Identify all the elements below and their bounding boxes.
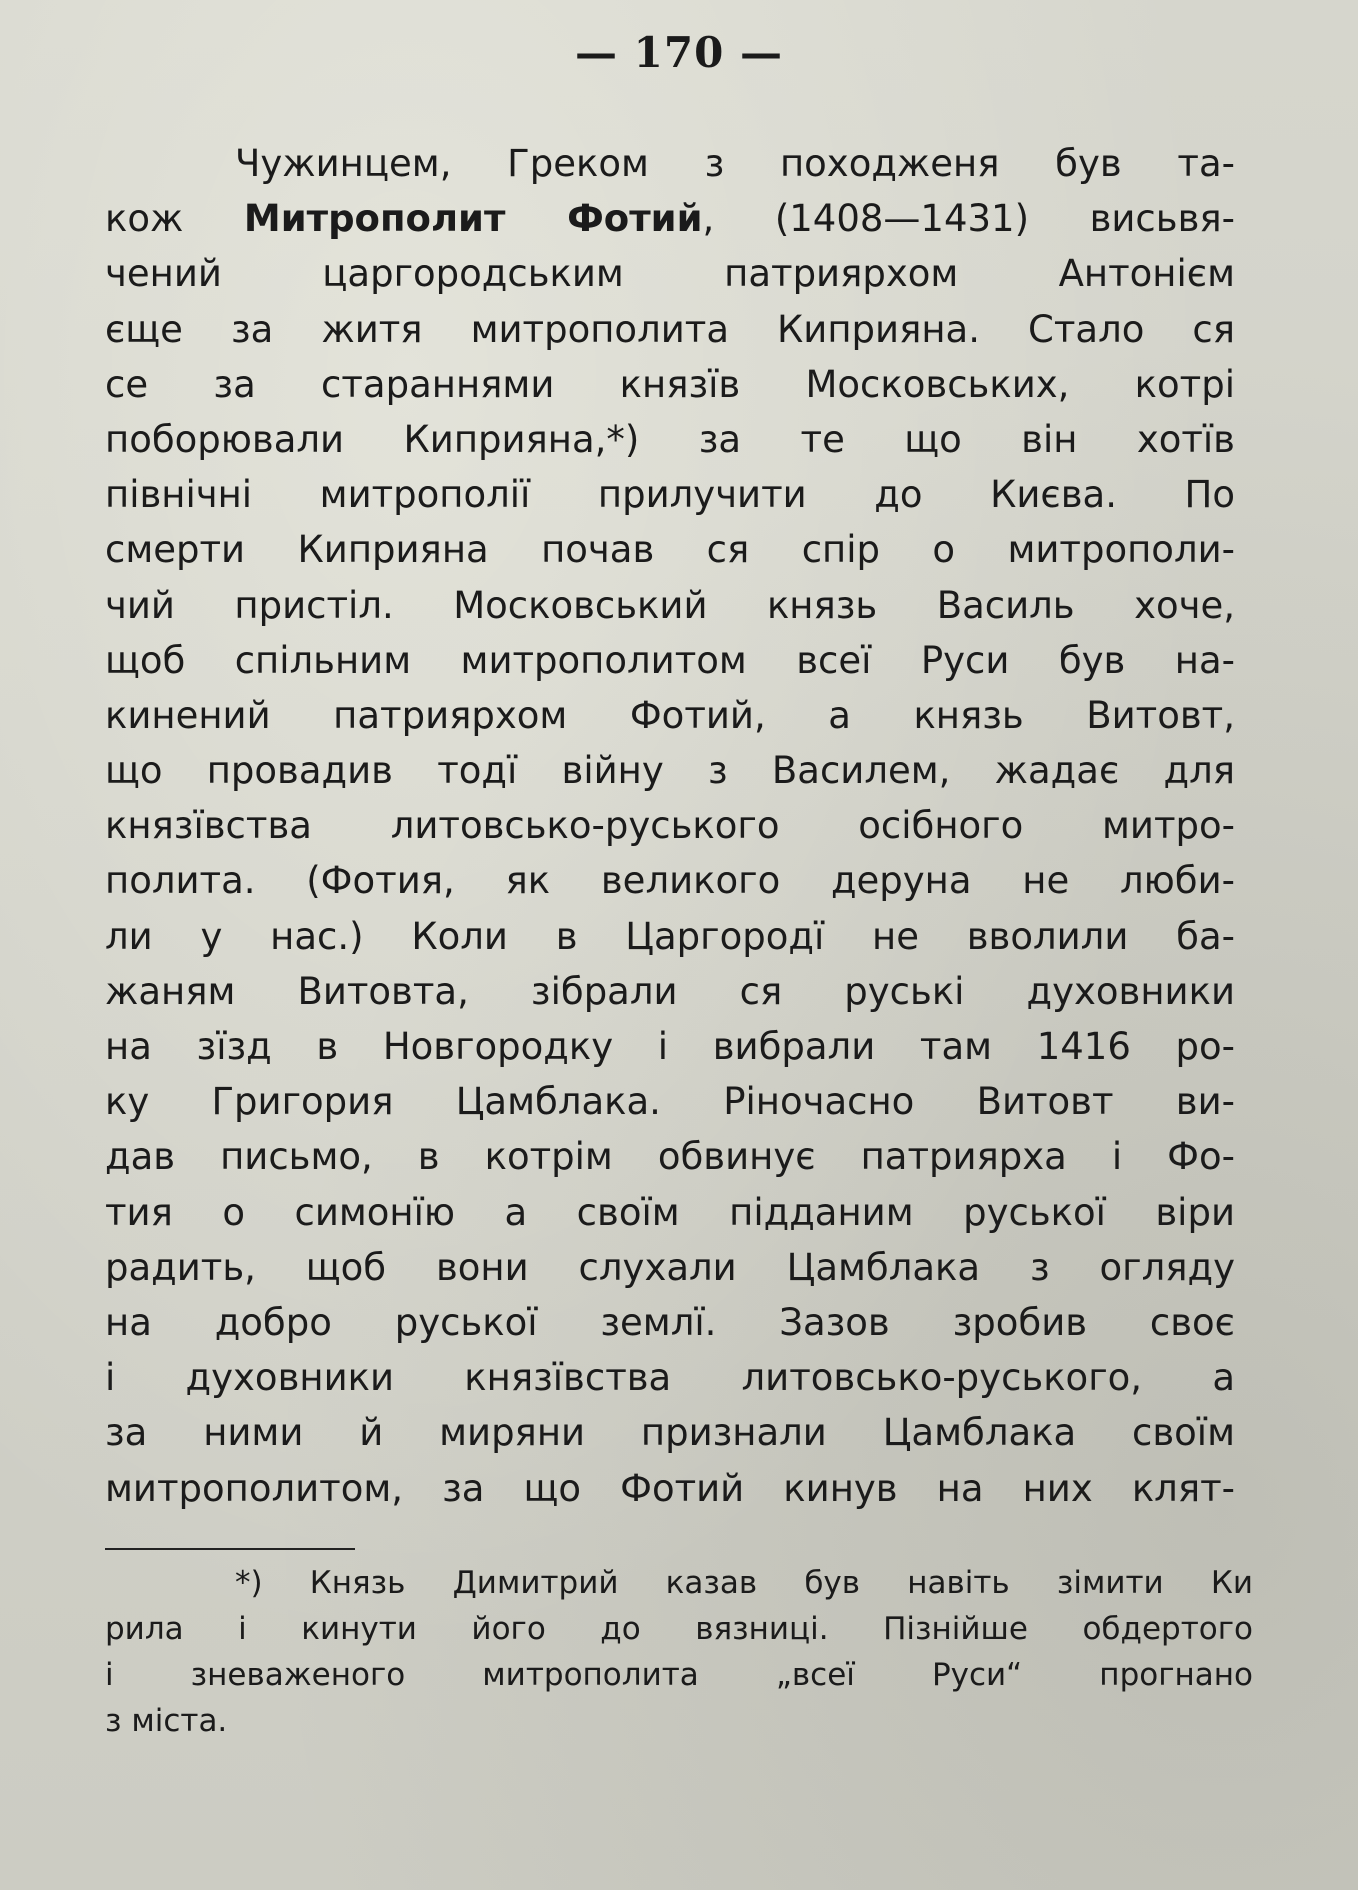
text-line: чений царгородським патриярхом Антонієм xyxy=(105,252,1235,296)
text-line: жаням Витовта, зібрали ся руські духовники xyxy=(105,969,1235,1013)
text-line: чий пристіл. Московський князь Василь хоче, xyxy=(105,583,1235,627)
text-line: радить, щоб вони слухали Цамблака з огляду xyxy=(105,1245,1235,1289)
footnote-line: рила і кинути його до вязниці. Пізнійше обдертого xyxy=(105,1611,1253,1647)
footnote-separator xyxy=(105,1548,355,1550)
main-paragraph xyxy=(105,136,1235,1516)
text-line: дав письмо, в котрім обвинує патриярха і Фо- xyxy=(105,1135,1235,1179)
footnote-line: з міста. xyxy=(105,1703,228,1739)
text-line: полита. (Фотия, як великого деруна не люби- xyxy=(105,859,1235,903)
text-line: єще за житя митрополита Киприяна. Стало ся xyxy=(105,307,1235,351)
text-line: північні митрополії прилучити до Києва. По xyxy=(105,473,1235,517)
text-line: князївства литовсько-руського осібного митро- xyxy=(105,804,1235,848)
text-line-1: Чужинцем, Греком з походженя був та- xyxy=(235,142,1235,185)
text-line: кинений патриярхом Фотий, а князь Витовт, xyxy=(105,693,1235,737)
text-line: ли у нас.) Коли в Царгородї не вволили ба- xyxy=(105,914,1235,958)
text-line: на зїзд в Новгородку і вибрали там 1416 ро- xyxy=(105,1025,1235,1068)
footnote xyxy=(105,1560,1253,1744)
text-line: тия о симонїю а своїм підданим руської віри xyxy=(105,1190,1235,1234)
text-line: митрополитом, за що Фотий кинув на них клят- xyxy=(105,1466,1235,1510)
text-line: се за стараннями князїв Московських, котрі xyxy=(105,362,1235,406)
text-line: смерти Киприяна почав ся спір о митрополи- xyxy=(105,528,1235,572)
footnote-line: і зневаженого митрополита „всеї Руси“ прогнано xyxy=(105,1657,1253,1693)
text-line: ку Григория Цамблака. Ріночасно Витовт ви- xyxy=(105,1080,1235,1124)
text-line: на добро руської землї. Зазов зробив своє xyxy=(105,1300,1235,1344)
text-line-2 xyxy=(105,191,1235,246)
text-line-2-post: , (1408—1431) висьвя- xyxy=(702,197,1235,241)
text-line: що провадив тодї війну з Василем, жадає для xyxy=(105,749,1235,793)
text-line-2-pre: кож xyxy=(105,197,244,241)
text-line: за ними й миряни признали Цамблака своїм xyxy=(105,1411,1235,1455)
text-line: і духовники князївства литовсько-руського, а xyxy=(105,1356,1235,1400)
page-number: — 170 — xyxy=(575,28,783,77)
text-line: поборювали Киприяна,*) за те що він хотїв xyxy=(105,417,1235,461)
text-line: щоб спільним митрополитом всеї Руси був на- xyxy=(105,638,1235,682)
bold-name-metropolitan-fotiy: Митрополит Фотий xyxy=(243,197,703,241)
footnote-line: *) Князь Димитрий казав був навіть зімити Ки xyxy=(235,1565,1253,1601)
